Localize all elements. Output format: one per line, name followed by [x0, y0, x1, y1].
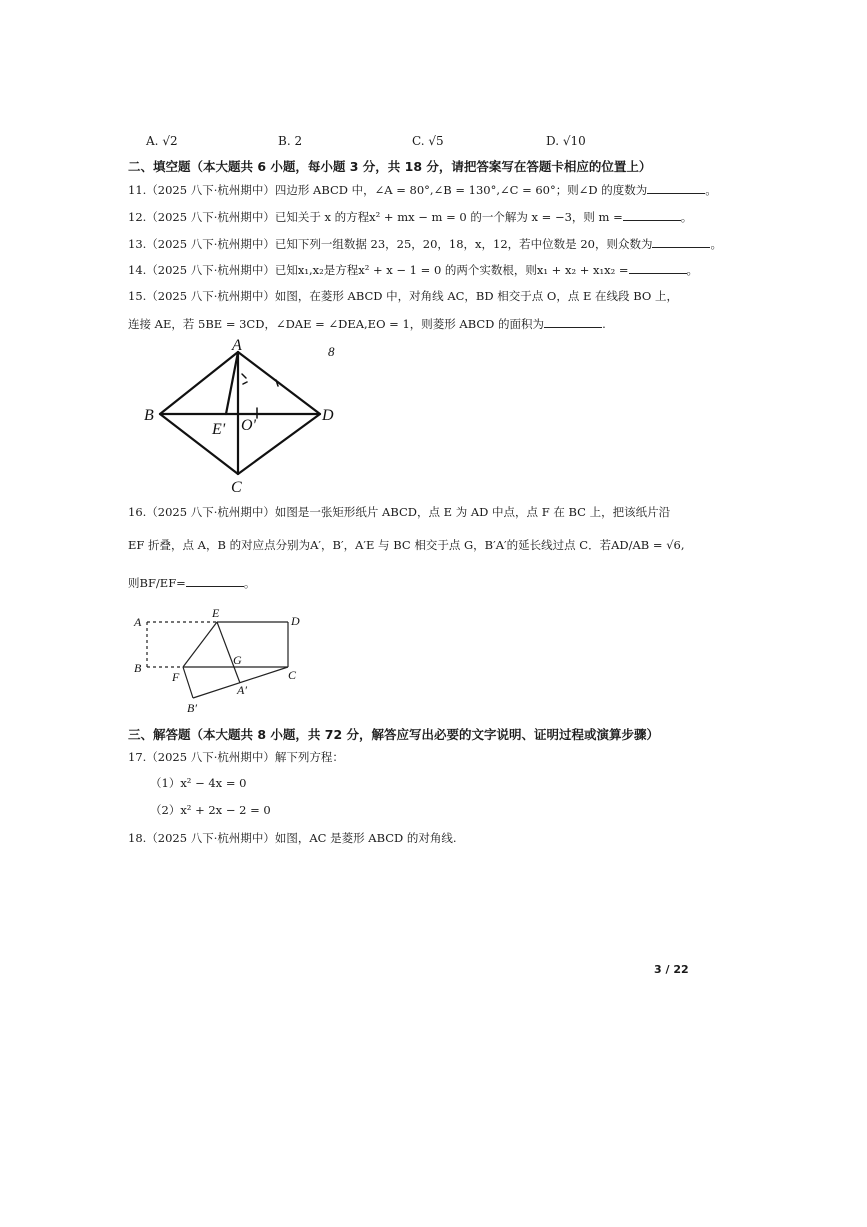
question-12: 12.（2025 八下·杭州期中）已知关于 x 的方程x² + mx − m = 0 的一个解为 x = −3，则 m = 。 — [128, 210, 693, 224]
answer-blank — [652, 235, 710, 248]
question-16-line-2: EF 折叠，点 A，B 的对应点分别为A′，B′，A′E 与 BC 相交于点 G，B′A′的延长线过点 C．若AD/AB = √6, — [128, 538, 685, 552]
label-a: A — [232, 337, 242, 354]
answer-blank — [186, 574, 244, 587]
question-11: 11.（2025 八下·杭州期中）四边形 ABCD 中，∠A = 80°,∠B = 130°,∠C = 60°；则∠D 的度数为 。 — [128, 183, 717, 197]
figure-15-rhombus — [140, 338, 360, 498]
choice-letter: D. — [546, 134, 560, 148]
tick-mark — [243, 382, 247, 384]
question-16-line-3: 则BF/EF= 。 — [128, 576, 256, 590]
answer-blank — [623, 208, 681, 221]
answer-blank — [647, 181, 705, 194]
page-number: 3 / 22 — [654, 963, 689, 976]
section-2-header: 二、填空题（本大题共 6 小题，每小题 3 分，共 18 分，请把答案写在答题卡相应的位置上） — [128, 159, 652, 174]
answer-blank — [544, 315, 602, 328]
question-17: 17.（2025 八下·杭州期中）解下列方程： — [128, 750, 344, 764]
label-g: G — [233, 653, 242, 667]
question-14: 14.（2025 八下·杭州期中）已知x₁,x₂是方程x² + x − 1 = 0 的两个实数根，则x₁ + x₂ + x₁x₂ = 。 — [128, 263, 698, 277]
question-17-part-2: （2）x² + 2x − 2 = 0 — [150, 803, 271, 817]
question-15-line-1: 15.（2025 八下·杭州期中）如图，在菱形 ABCD 中，对角线 AC，BD 相交于点 O，点 E 在线段 BO 上， — [128, 289, 678, 303]
label-b-prime: B′ — [187, 701, 197, 715]
choice-b — [278, 134, 302, 148]
question-13: 13.（2025 八下·杭州期中）已知下列一组数据 23，25，20，18，x，12，若中位数是 20，则众数为 。 — [128, 237, 722, 251]
question-text: 14.（2025 八下·杭州期中）已知x₁,x₂是方程x² + x − 1 = 0 的两个实数根，则x₁ + x₂ + x₁x₂ = — [128, 263, 629, 277]
choice-d — [546, 134, 586, 148]
label-d: D — [291, 614, 300, 628]
label-a-prime: A′ — [237, 683, 247, 697]
label-e: E — [212, 606, 220, 620]
fold-line-ef — [183, 622, 217, 667]
edge-fb1 — [183, 667, 193, 698]
label-f: F — [172, 670, 180, 684]
question-15-line-2: 连接 AE，若 5BE = 3CD，∠DAE = ∠DEA,EO = 1，则菱形 ABCD 的面积为 . — [128, 317, 606, 331]
question-text: 12.（2025 八下·杭州期中）已知关于 x 的方程x² + mx − m = 0 的一个解为 x = −3，则 m = — [128, 210, 623, 224]
section-3-header: 三、解答题（本大题共 8 小题，共 72 分，解答应写出必要的文字说明、证明过程或演算步骤） — [128, 727, 660, 742]
question-text: 连接 AE，若 5BE = 3CD，∠DAE = ∠DEA,EO = 1，则菱形 ABCD 的面积为 — [128, 317, 545, 331]
question-text: 13.（2025 八下·杭州期中）已知下列一组数据 23，25，20，18，x，12，若中位数是 20，则众数为 — [128, 237, 653, 251]
label-a: A — [134, 615, 142, 629]
label-c: C — [231, 479, 242, 496]
tick-mark — [242, 374, 246, 378]
choice-value: √10 — [562, 134, 586, 148]
question-17-part-1: （1）x² − 4x = 0 — [150, 776, 247, 790]
question-text: 11.（2025 八下·杭州期中）四边形 ABCD 中，∠A = 80°,∠B = 130°,∠C = 60°；则∠D 的度数为 — [128, 183, 648, 197]
choice-c — [412, 134, 444, 148]
label-mark: 8 — [328, 344, 335, 359]
choice-value: √2 — [162, 134, 178, 148]
label-e: E' — [212, 421, 226, 438]
choice-letter: C. — [412, 134, 425, 148]
answer-blank — [629, 261, 687, 274]
question-text: 则BF/EF= — [128, 576, 186, 590]
choice-a — [146, 134, 178, 148]
choice-letter: A. — [146, 134, 159, 148]
choice-value: 2 — [294, 134, 303, 148]
label-b: B — [144, 407, 154, 424]
label-c: C — [288, 668, 297, 682]
question-18: 18.（2025 八下·杭州期中）如图，AC 是菱形 ABCD 的对角线. — [128, 831, 457, 845]
question-16-line-1: 16.（2025 八下·杭州期中）如图是一张矩形纸片 ABCD，点 E 为 AD 中点，点 F 在 BC 上，把该纸片沿 — [128, 505, 671, 519]
figure-16-folded-rectangle — [130, 606, 320, 716]
choice-value: √5 — [428, 134, 444, 148]
label-o: O' — [241, 417, 256, 434]
choice-letter: B. — [278, 134, 291, 148]
label-d: D — [322, 407, 334, 424]
label-b: B — [134, 661, 142, 675]
